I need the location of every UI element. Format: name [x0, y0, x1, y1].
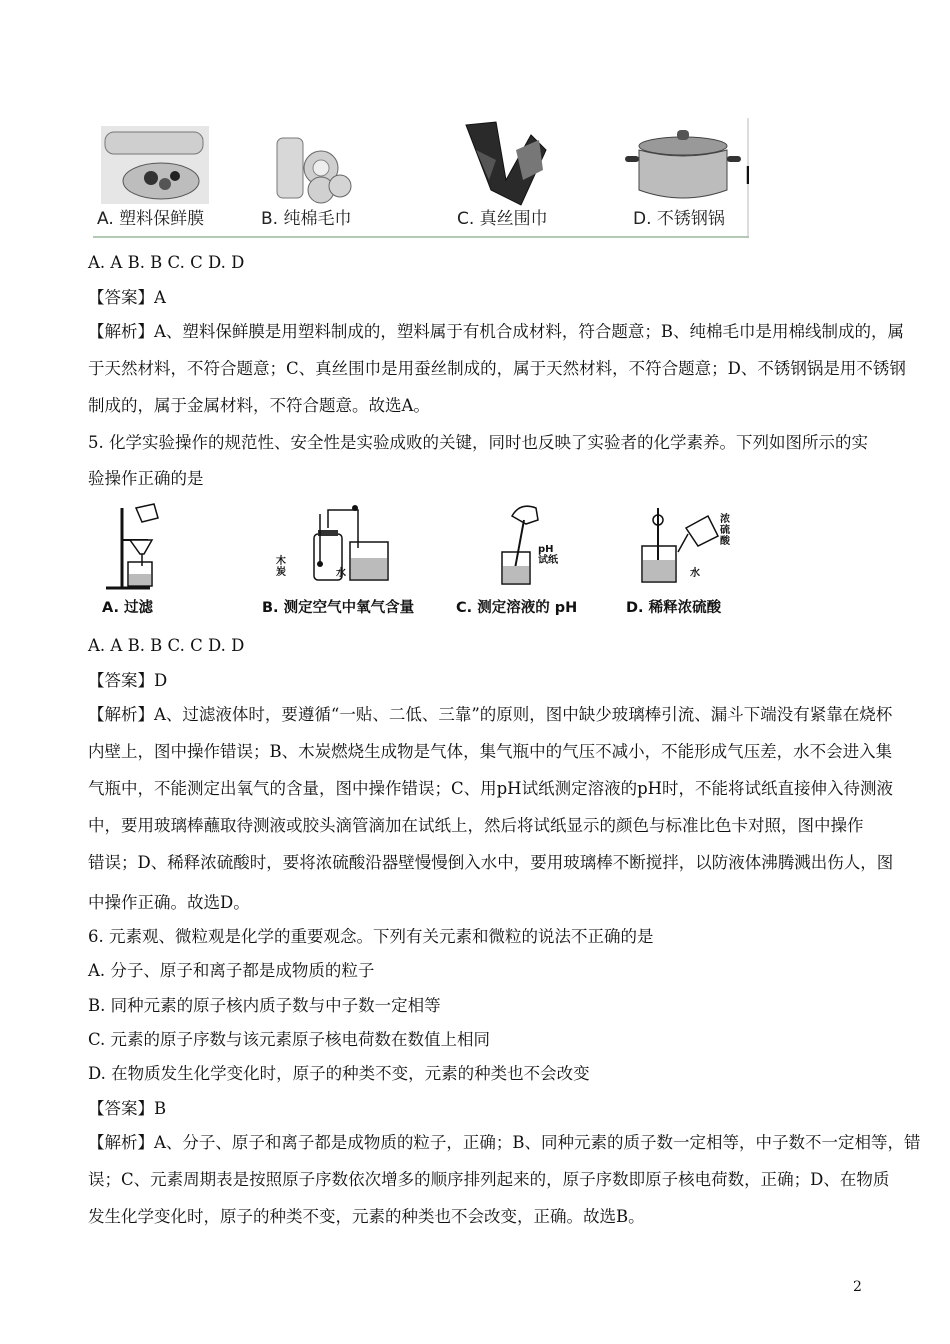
- q5-analysis-line-6: 中操作正确。故选D。: [88, 893, 250, 912]
- materials-figure: [93, 118, 749, 238]
- q4-analysis-line-3: 制成的，属于金属材料，不符合题意。故选A。: [88, 396, 430, 415]
- plastic-wrap-icon: [101, 126, 211, 206]
- figure-caption-d: D. 不锈钢锅: [633, 209, 725, 229]
- cotton-towel-icon: [273, 128, 353, 208]
- q6-analysis-line-3: 发生化学变化时，原子的种类不变，元素的种类也不会改变，正确。故选B。: [88, 1207, 645, 1226]
- q5-stem-line-2: 验操作正确的是: [88, 469, 204, 488]
- ph-paper-label: pH 试纸: [538, 544, 558, 566]
- q6-analysis-line-2: 误；C、元素周期表是按照原子序数依次增多的顺序排列起来的，原子序数即原子核电荷数，正确；D、在物质: [88, 1170, 890, 1189]
- figure-caption-d: D. 稀释浓硫酸: [626, 600, 722, 616]
- q5-analysis-line-3: 气瓶中，不能测定出氧气的含量，图中操作错误；C、用pH试纸测定溶液的pH时，不能将试纸直接伸入待测液: [88, 779, 894, 798]
- q5-analysis-line-2: 内壁上，图中操作错误；B、木炭燃烧生成物是气体，集气瓶中的气压不减小，不能形成气压差，水不会进入集: [88, 742, 893, 761]
- figure-caption-a: A. 塑料保鲜膜: [97, 209, 205, 229]
- q5-analysis-line-5: 错误；D、稀释浓硫酸时，要将浓硫酸沿器壁慢慢倒入水中，要用玻璃棒不断搅拌，以防液体沸腾溅出伤人，图: [88, 853, 894, 872]
- q4-analysis-line-1: 【解析】A、塑料保鲜膜是用塑料制成的，塑料属于有机合成材料，符合题意；B、纯棉毛巾是用棉线制成的，属: [88, 322, 905, 341]
- q4-analysis-line-2: 于天然材料，不符合题意；C、真丝围巾是用蚕丝制成的，属于天然材料，不符合题意；D、不锈钢锅是用不锈钢: [88, 359, 906, 378]
- q6-option-d: D. 在物质发生化学变化时，原子的种类不变，元素的种类也不会改变: [88, 1064, 590, 1083]
- page-number: 2: [853, 1279, 862, 1295]
- q6-option-b: B. 同种元素的原子核内质子数与中子数一定相等: [88, 996, 441, 1015]
- filtration-icon: [100, 500, 180, 594]
- figure-caption-c: C. 测定溶液的 pH: [456, 600, 578, 616]
- q6-option-c: C. 元素的原子序数与该元素原子核电荷数在数值上相同: [88, 1030, 491, 1049]
- q5-analysis-line-1: 【解析】A、过滤液体时，要遵循“一贴、二低、三靠”的原则，图中缺少玻璃棒引流、漏斗下端没有紧靠在烧杯: [88, 705, 893, 724]
- lab-operations-figure: [100, 500, 740, 618]
- acid-label: 浓 硫 酸: [720, 514, 730, 547]
- figure-caption-a: A. 过滤: [102, 600, 154, 616]
- dilute-acid-icon: [636, 500, 726, 594]
- water-label-b: 水: [336, 568, 346, 579]
- oxygen-measure-icon: [270, 500, 430, 594]
- figure-caption-b: B. 测定空气中氧气含量: [262, 600, 415, 616]
- q5-answer: 【答案】D: [88, 671, 168, 690]
- q6-option-a: A. 分子、原子和离子都是成物质的粒子: [88, 961, 375, 980]
- steel-pot-icon: [623, 126, 743, 206]
- figure-caption-b: B. 纯棉毛巾: [261, 209, 352, 229]
- charcoal-label: 木 炭: [276, 556, 286, 578]
- q5-analysis-line-4: 中，要用玻璃棒蘸取待测液或胶头滴管滴加在试纸上，然后将试纸显示的颜色与标准比色卡对照，图中操作: [88, 816, 864, 835]
- figure-caption-c: C. 真丝围巾: [457, 209, 548, 229]
- q6-analysis-line-1: 【解析】A、分子、原子和离子都是成物质的粒子，正确；B、同种元素的质子数一定相等，中子数不一定相等，错: [88, 1133, 921, 1152]
- ph-test-icon: [496, 500, 576, 594]
- q6-stem: 6. 元素观、微粒观是化学的重要观念。下列有关元素和微粒的说法不正确的是: [88, 927, 654, 946]
- silk-scarf-icon: [461, 120, 551, 210]
- q6-answer: 【答案】B: [88, 1099, 167, 1118]
- q4-options: A. A B. B C. C D. D: [88, 253, 245, 272]
- water-label-d: 水: [690, 568, 700, 579]
- q5-stem-line-1: 5. 化学实验操作的规范性、安全性是实验成败的关键，同时也反映了实验者的化学素养。下列如图所示的实: [88, 433, 868, 452]
- q5-options: A. A B. B C. C D. D: [88, 636, 245, 655]
- q4-answer: 【答案】A: [88, 288, 166, 307]
